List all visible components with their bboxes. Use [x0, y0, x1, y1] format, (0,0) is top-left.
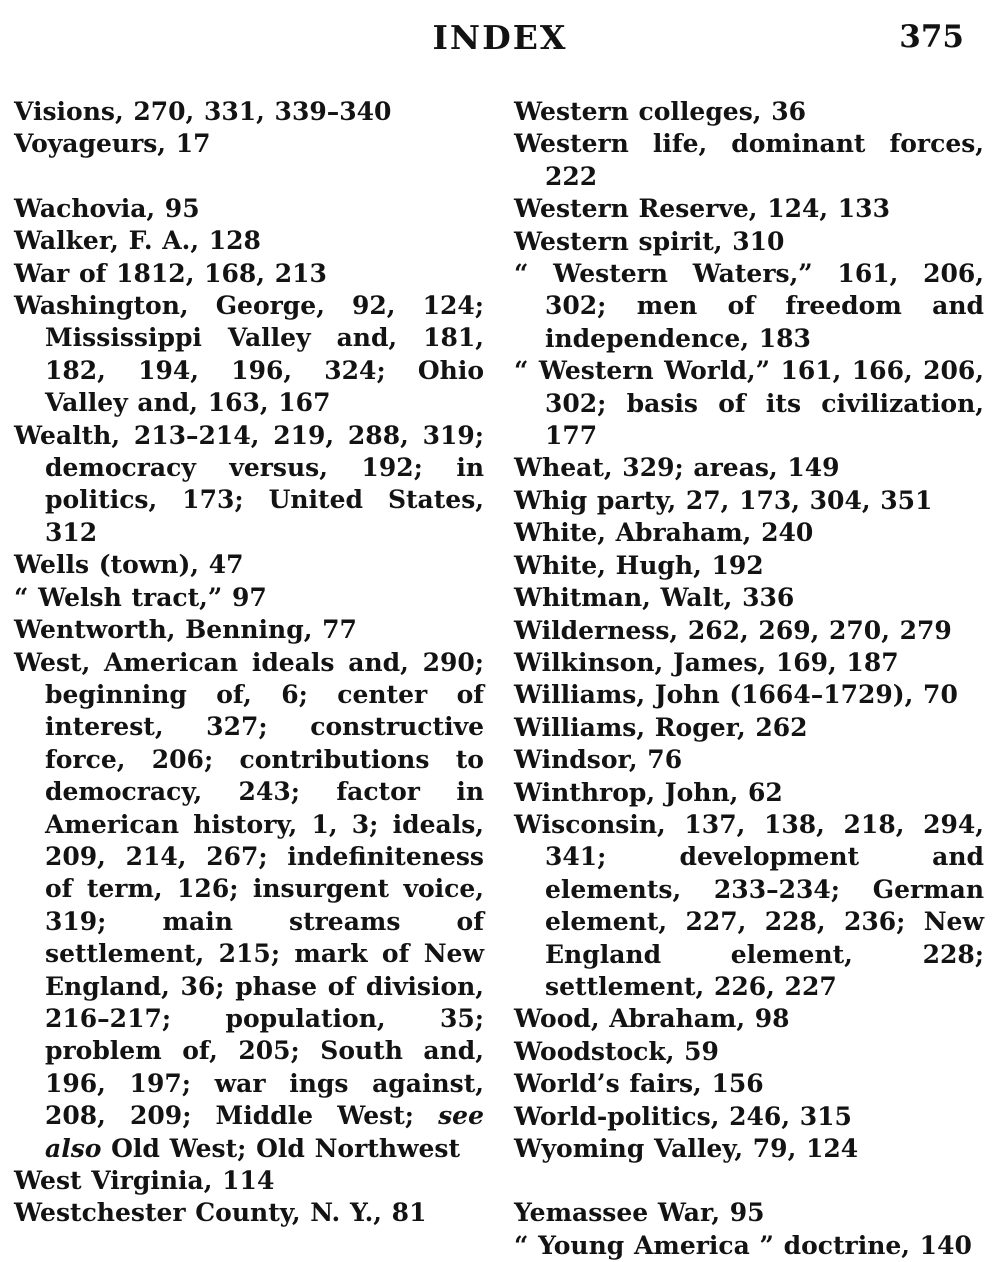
index-entry	[514, 517, 984, 549]
index-entry-text: Wisconsin, 137, 138, 218, 294, 341; development and elements, 233–234; German element, 227, 228, 236; New England element, 228; settlement, 226, 227	[514, 809, 984, 1001]
index-entry-text: “ Western World,” 161, 166, 206, 302; basis of its civilization, 177	[514, 356, 984, 451]
see-also-cross-reference: see also	[45, 1101, 484, 1163]
index-entry	[514, 355, 984, 452]
index-entry-text: War of 1812, 168, 213	[14, 258, 327, 288]
index-entry	[14, 549, 484, 581]
index-entry	[14, 1165, 484, 1197]
index-entry	[514, 712, 984, 744]
index-entry	[514, 258, 984, 355]
index-entry	[514, 679, 984, 711]
index-entry-text: Wentworth, Benning, 77	[14, 615, 357, 645]
index-entry-text: Wood, Abraham, 98	[514, 1004, 790, 1034]
index-entry	[14, 647, 484, 1166]
index-entry-text: White, Abraham, 240	[514, 518, 814, 548]
index-entry	[14, 225, 484, 257]
index-columns	[14, 96, 984, 1262]
index-entry-text: Old West; Old Northwest	[101, 1133, 461, 1163]
index-entry-text: World’s fairs, 156	[514, 1069, 764, 1099]
index-entry-text: Yemassee War, 95	[514, 1198, 765, 1228]
index-entry-text: Wachovia, 95	[14, 193, 200, 223]
index-entry-text: Western Reserve, 124, 133	[514, 194, 890, 224]
index-entry-text: Western colleges, 36	[514, 97, 806, 126]
index-entry-text: White, Hugh, 192	[514, 550, 764, 580]
index-entry	[514, 1101, 984, 1133]
index-entry-text: Westchester County, N. Y., 81	[14, 1198, 427, 1228]
index-entry	[14, 1197, 484, 1229]
index-entry-text: Voyageurs, 17	[14, 129, 211, 159]
index-entry	[14, 290, 484, 420]
index-entry	[514, 193, 984, 225]
index-entry	[14, 96, 484, 128]
index-entry-text: Whitman, Walt, 336	[514, 583, 795, 613]
index-entry	[514, 809, 984, 1003]
index-entry-text: Wyoming Valley, 79, 124	[514, 1134, 859, 1163]
index-entry-text: Williams, John (1664–1729), 70	[514, 680, 958, 710]
index-entry	[14, 614, 484, 646]
index-entry-text: Wells (town), 47	[14, 550, 244, 580]
index-entry	[514, 485, 984, 517]
index-entry-text: Visions, 270, 331, 339–340	[14, 97, 392, 126]
index-entry	[14, 258, 484, 290]
index-entry-text: Western spirit, 310	[514, 226, 785, 256]
index-entry-text: Washington, George, 92, 124; Mississippi Valley and, 181, 182, 194, 196, 324; Ohio Valley and, 163, 167	[14, 291, 484, 418]
index-entry	[514, 1036, 984, 1068]
index-entry-text: Wheat, 329; areas, 149	[514, 453, 840, 483]
index-entry	[14, 420, 484, 550]
index-entry	[514, 452, 984, 484]
index-entry	[14, 128, 484, 160]
index-entry-text: West Virginia, 114	[14, 1166, 275, 1195]
page-title: INDEX	[432, 18, 568, 57]
index-entry-text: Winthrop, John, 62	[514, 777, 783, 807]
index-entry	[514, 1068, 984, 1100]
index-entry	[514, 1197, 984, 1229]
page-header	[0, 0, 1000, 62]
index-entry	[514, 777, 984, 809]
index-entry-text: Walker, F. A., 128	[14, 226, 261, 256]
index-entry-text: Whig party, 27, 173, 304, 351	[514, 485, 933, 515]
index-entry-text: Windsor, 76	[514, 745, 683, 775]
index-entry-text: Woodstock, 59	[514, 1036, 719, 1066]
index-entry	[514, 550, 984, 582]
index-entry-text: Western life, dominant forces, 222	[514, 129, 984, 191]
index-entry-text: Wilkinson, James, 169, 187	[514, 647, 899, 677]
index-entry	[514, 1230, 984, 1262]
index-entry-text: “ Young America ” doctrine, 140	[514, 1230, 972, 1260]
index-entry	[514, 582, 984, 614]
index-entry-text: World-politics, 246, 315	[514, 1101, 852, 1131]
index-entry	[14, 582, 484, 614]
index-entry-text: Wilderness, 262, 269, 270, 279	[514, 615, 952, 645]
index-entry	[514, 744, 984, 776]
index-column-left	[14, 96, 484, 1262]
index-entry-text: West, American ideals and, 290; beginning of, 6; center of interest, 327; constructive force, 206; contributions to democracy, 243; factor in American history, 1, 3; ideals, 209, 214, 267; indefiniteness of term, 126; insurgent voice, 319; main streams of settlement, 215; mark of New England, 36; phase of division, 216–217; population, 35; problem of, 205; South and, 196, 197; war ings against, 208, 209; Middle West;	[14, 647, 484, 1131]
index-entry-text: “ Welsh tract,” 97	[14, 582, 267, 612]
index-entry	[514, 1003, 984, 1035]
index-entry	[514, 1133, 984, 1165]
index-column-right	[514, 96, 984, 1262]
page-number: 375	[899, 19, 964, 55]
index-entry	[514, 128, 984, 193]
index-entry	[514, 647, 984, 679]
index-entry	[514, 615, 984, 647]
index-entry	[14, 193, 484, 225]
index-entry-text: Williams, Roger, 262	[514, 712, 808, 742]
index-entry-text: “ Western Waters,” 161, 206, 302; men of freedom and independence, 183	[514, 259, 984, 353]
index-entry-text: Wealth, 213–214, 219, 288, 319; democracy versus, 192; in politics, 173; United States, 312	[14, 420, 484, 547]
index-entry	[514, 226, 984, 258]
index-entry	[514, 96, 984, 128]
